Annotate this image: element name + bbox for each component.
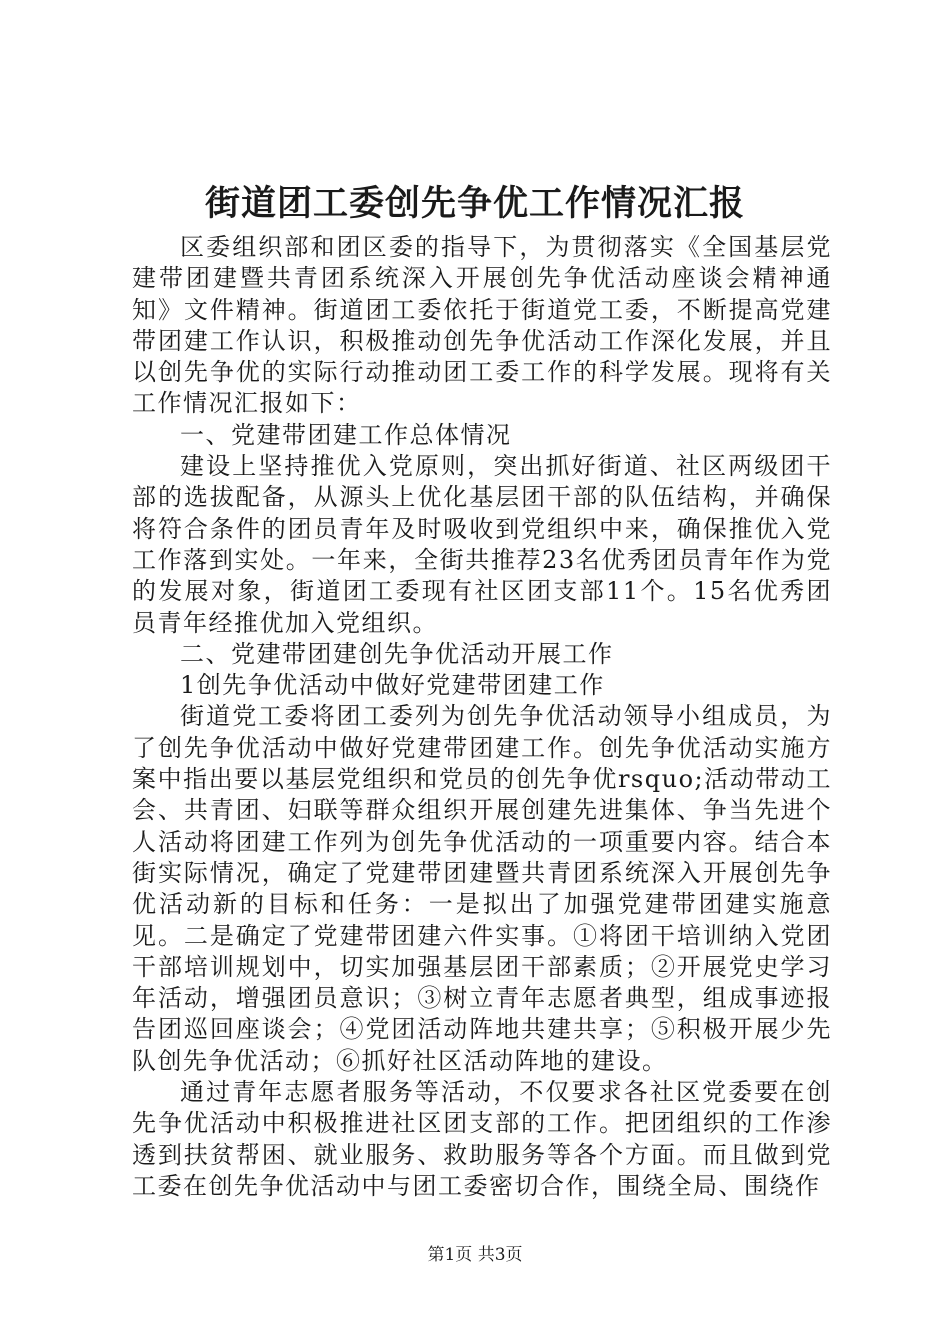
volunteer-paragraph: 通过青年志愿者服务等活动，不仅要求各社区党委要在创先争优活动中积极推进社区团支部的工作。把团组织的工作渗透到扶贫帮困、就业服务、救助服务等各个方面。而且做到党工委在创先争优活动中与团工委密切合作，围绕全局、围绕作 [132, 1078, 832, 1200]
intro-paragraph: 区委组织部和团区委的指导下，为贯彻落实《全国基层党建带团建暨共青团系统深入开展创先争优活动座谈会精神通知》文件精神。街道团工委依托于街道党工委，不断提高党建带团建工作认识，积极推动创先争优活动工作深化发展，并且以创先争优的实际行动推动团工委工作的科学发展。现将有关工作情况汇报如下： [132, 233, 832, 418]
document-title: 街道团工委创先争优工作情况汇报 [204, 183, 745, 224]
subsection-heading-1: 1创先争优活动中做好党建带团建工作 [180, 671, 605, 700]
page-number: 第1页 共3页 [427, 1245, 523, 1265]
document-body [132, 232, 832, 1202]
section-1-paragraph: 建设上坚持推优入党原则，突出抓好街道、社区两级团干部的选拔配备，从源头上优化基层团干部的队伍结构，并确保将符合条件的团员青年及时吸收到党组织中来，确保推优入党工作落到实处。一年来，全街共推荐23名优秀团员青年作为党的发展对象，街道团工委现有社区团支部11个。15名优秀团员青年经推优加入党组织。 [132, 452, 832, 637]
section-heading-1: 一、党建带团建工作总体情况 [180, 420, 512, 449]
section-heading-2: 二、党建带团建创先争优活动开展工作 [180, 639, 614, 668]
subsection-1-paragraph: 街道党工委将团工委列为创先争优活动领导小组成员，为了创先争优活动中做好党建带团建工作。创先争优活动实施方案中指出要以基层党组织和党员的创先争优rsquo;活动带动工会、共青团、妇联等群众组织开展创建先进集体、争当先进个人活动将团建工作列为创先争优活动的一项重要内容。结合本街实际情况，确定了党建带团建暨共青团系统深入开展创先争优活动新的目标和任务：一是拟出了加强党建带团建实施意见。二是确定了党建带团建六件实事。①将团干培训纳入党团干部培训规划中，切实加强基层团干部素质；②开展党史学习年活动，增强团员意识；③树立青年志愿者典型，组成事迹报告团巡回座谈会；④党团活动阵地共建共享；⑤积极开展少先队创先争优活动；⑥抓好社区活动阵地的建设。 [132, 702, 832, 1075]
